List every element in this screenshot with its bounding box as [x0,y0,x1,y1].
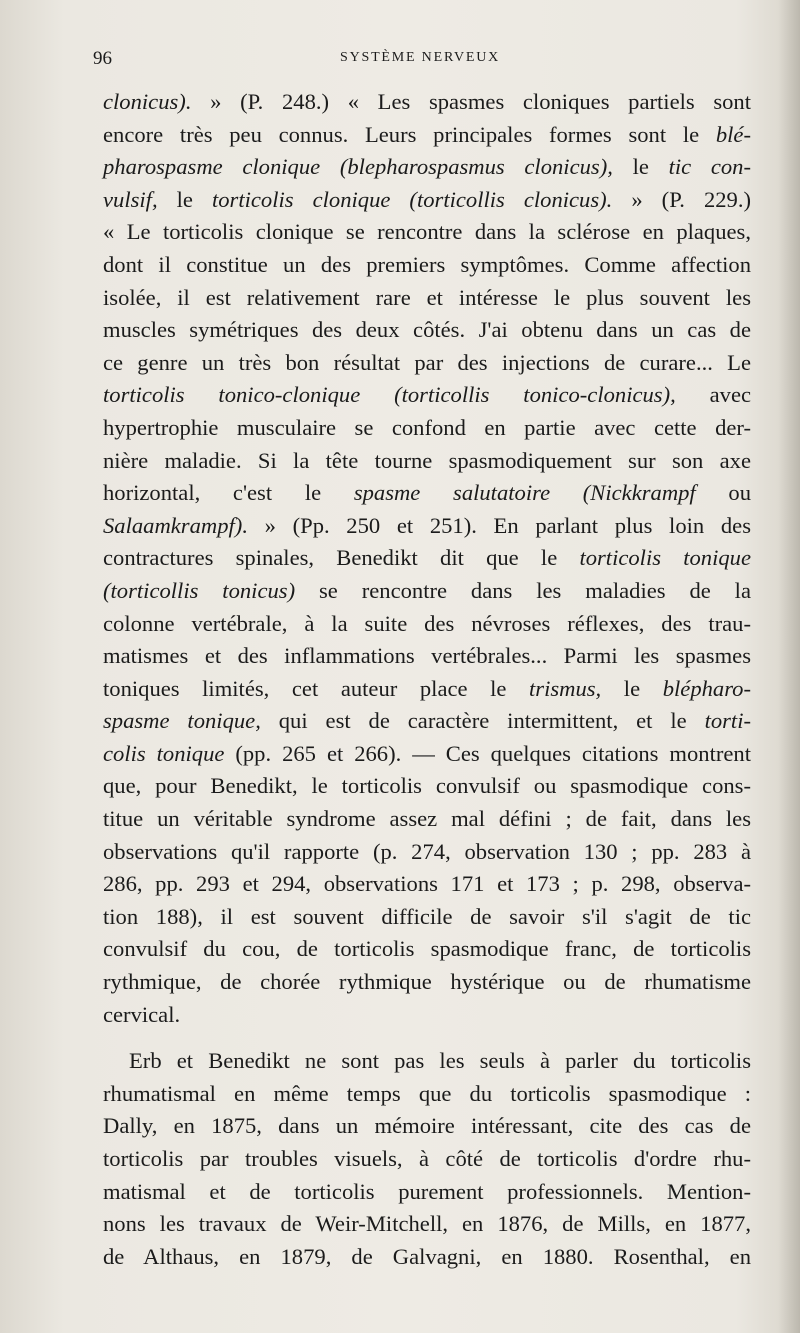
text-line [103,803,751,836]
italic-text: torticolis clonique (torticollis clonicus). [211,186,613,212]
text-run: ou [695,480,751,506]
text-run: (pp. 265 et 266). — Ces quelques citations montrent [224,740,751,766]
text-run: isolée, il est relativement rare et intéresse le plus souvent les [103,284,751,310]
text-run: hypertrophie musculaire se confond en partie avec cette der- [103,414,751,440]
text-run: le [612,154,669,180]
text-run: avec [675,382,752,408]
text-run: « Le torticolis clonique se rencontre dans la sclérose en plaques, [103,219,751,245]
text-run: torticolis par troubles visuels, à côté de torticolis d'ordre rhu- [103,1146,751,1171]
text-run: nière maladie. Si la tête tourne spasmodiquement sur son axe [103,447,751,473]
text-line [103,119,751,152]
text-run: le [601,675,663,701]
text-line [103,445,751,478]
text-run: nons les travaux de Weir-Mitchell, en 1876, de Mills, en 1877, [103,1211,751,1237]
text-run: cervical. [103,1001,181,1027]
italic-text: trismus, [529,675,602,701]
page-edge-shadow [778,0,800,1333]
text-run: dont il constitue un des premiers symptômes. Comme affection [103,251,751,277]
text-run: matismal et de torticolis purement professionnels. Mention- [103,1178,751,1204]
text-line [103,151,751,184]
text-run: matismes et des inflammations vertébrales... Parmi les spasmes [103,643,751,669]
text-run: convulsif du cou, de torticolis spasmodique franc, de torticolis [103,936,751,962]
text-line [103,770,751,803]
italic-text: tic con- [668,154,751,180]
text-line [103,379,751,412]
text-line [103,510,751,543]
text-run: que, pour Benedikt, le torticolis convulsif ou spasmodique cons- [103,773,751,799]
text-run: » (P. 248.) « Les spasmes cloniques partiels sont [191,89,751,114]
italic-text: blépharo- [662,675,751,701]
text-line [103,901,751,934]
page-number: 96 [93,48,112,69]
text-run: Dally, en 1875, dans un mémoire intéressant, cite des cas de [103,1113,751,1139]
text-line [103,836,751,869]
text-run: Erb et Benedikt ne sont pas les seuls à parler du torticolis [129,1048,751,1074]
text-run: rythmique, de chorée rythmique hystérique ou de rhumatisme [103,969,751,995]
text-line [103,184,751,217]
text-run: toniques limités, cet auteur place le [103,675,530,701]
text-line [103,999,751,1032]
text-run: » (P. 229.) [612,186,752,212]
text-line [103,249,751,282]
italic-text: vulsif, [103,186,158,212]
italic-text: clonicus). [103,89,192,114]
text-run: le [157,186,212,212]
text-line [103,542,751,575]
italic-text: torticolis tonique [579,545,752,571]
text-line [103,673,751,706]
text-run: tion 188), il est souvent difficile de savoir s'il s'agit de tic [103,903,751,929]
text-line [103,640,751,673]
italic-text: torti- [704,708,752,734]
text-line [103,1241,751,1274]
text-line [103,705,751,738]
text-run: contractures spinales, Benedikt dit que le [103,545,580,571]
text-run: titue un véritable syndrome assez mal défini ; de fait, dans les [103,806,751,832]
italic-text: torticolis tonico-clonique (torticollis tonico-clonicus), [103,382,676,408]
text-line [103,1143,751,1176]
text-line [103,347,751,380]
text-run: de Althaus, en 1879, de Galvagni, en 1880. Rosenthal, en [103,1243,751,1269]
text-line [103,933,751,966]
text-line [103,282,751,315]
page-header [0,44,800,74]
text-run: se rencontre dans les maladies de la [295,577,751,603]
text-line [103,575,751,608]
text-run: » (Pp. 250 et 251). En parlant plus loin des [247,512,751,538]
text-line [103,1078,751,1111]
text-line [103,738,751,771]
text-line [103,868,751,901]
text-line [103,608,751,641]
body-text [103,86,751,1273]
text-line [103,1176,751,1209]
italic-text: pharospasme clonique (blepharospasmus clonicus), [103,154,613,180]
text-run: qui est de caractère intermittent, et le [260,708,705,734]
text-run: colonne vertébrale, à la suite des névroses réflexes, des trau- [103,610,751,636]
text-run: horizontal, c'est le [103,480,354,506]
text-line [103,412,751,445]
text-line [103,1110,751,1143]
italic-text: (torticollis tonicus) [103,577,296,603]
text-run: ce genre un très bon résultat par des injections de curare... Le [103,349,751,375]
text-line [103,477,751,510]
text-run: muscles symétriques des deux côtés. J'ai obtenu dans un cas de [103,317,751,343]
text-run: rhumatismal en même temps que du torticolis spasmodique : [103,1080,751,1106]
italic-text: spasme salutatoire (Nickkrampf [353,480,696,506]
text-line [103,216,751,249]
italic-text: Salaamkrampf). [103,512,248,538]
italic-text: spasme tonique, [103,708,261,734]
text-line [103,86,751,119]
running-head: SYSTÈME NERVEUX [340,50,501,65]
text-line [103,314,751,347]
text-run: encore très peu connus. Leurs principales formes sont le [103,121,716,147]
text-line [103,1208,751,1241]
text-run: 286, pp. 293 et 294, observations 171 et 173 ; p. 298, observa- [103,871,751,897]
italic-text: blé- [715,121,751,147]
text-line [103,1045,751,1078]
paragraph-2 [103,1045,751,1273]
italic-text: colis tonique [103,740,225,766]
text-run: observations qu'il rapporte (p. 274, observation 130 ; pp. 283 à [103,838,751,864]
text-line [103,966,751,999]
paragraph-1 [103,86,751,1031]
